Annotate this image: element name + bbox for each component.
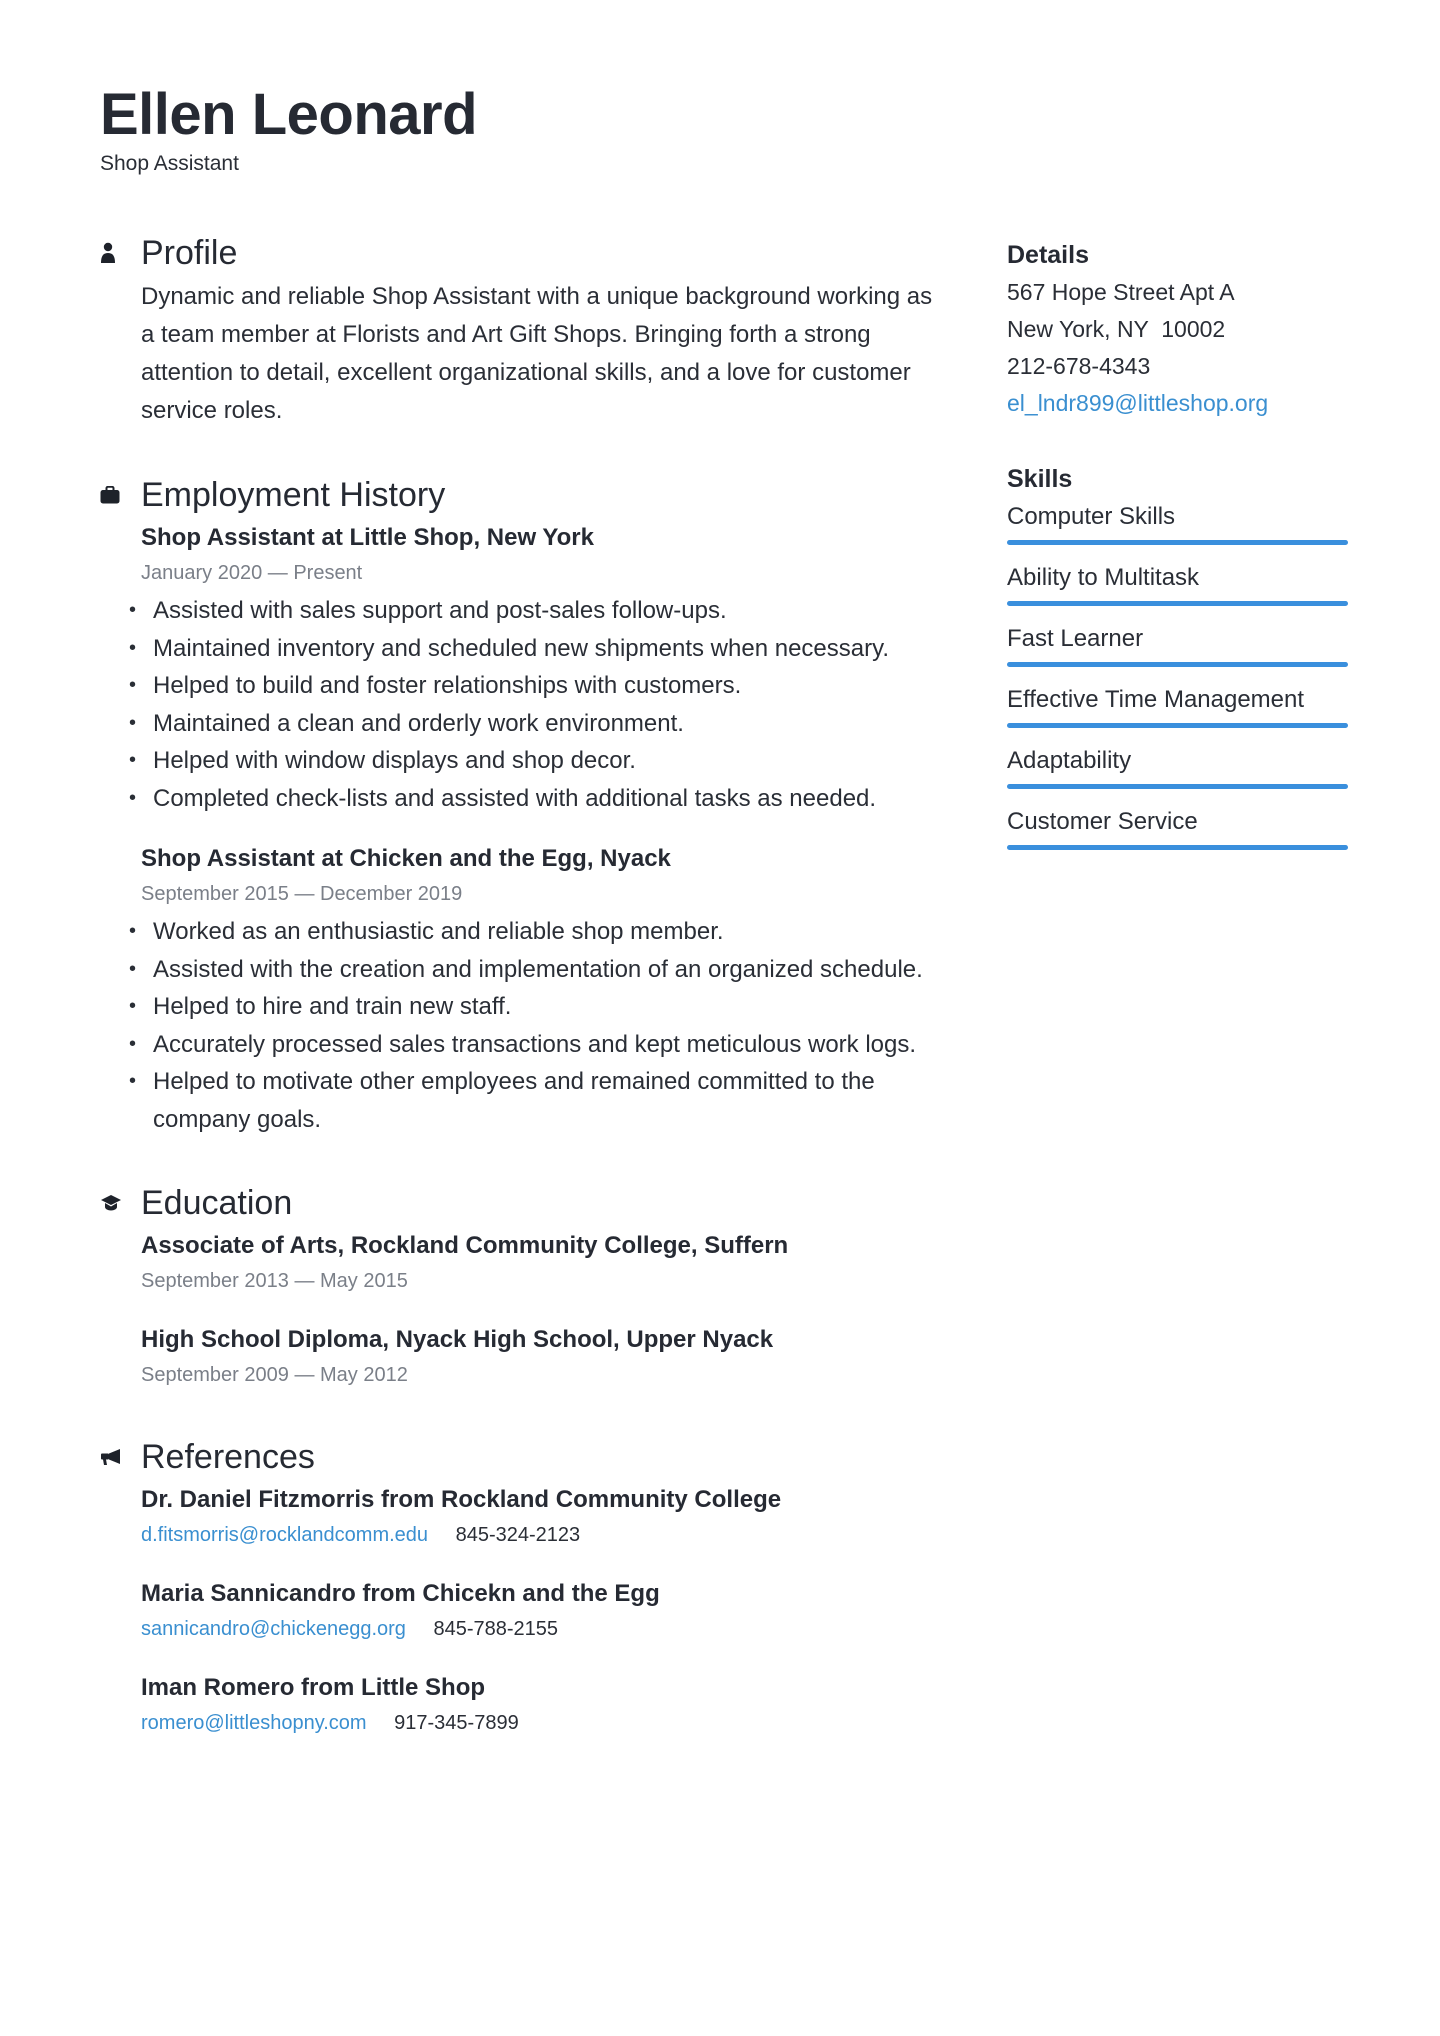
job-bullets <box>100 913 950 1138</box>
skill-item <box>1007 742 1349 789</box>
job-bullet: • Assisted with sales support and post-sales follow-ups. <box>100 592 950 630</box>
profile-heading-row <box>100 228 950 278</box>
references-section <box>100 1432 950 1740</box>
job-title: Shop Assistant at Chicken and the Egg, Nyack <box>141 845 671 872</box>
reference-phone: 845-324-2123 <box>455 1524 581 1546</box>
education-dates: September 2013 — May 2015 <box>141 1270 408 1292</box>
job-bullet: • Assisted with the creation and implementation of an organized schedule. <box>100 951 950 989</box>
references-heading-row <box>100 1432 950 1482</box>
reference-name: Iman Romero from Little Shop <box>141 1674 486 1701</box>
address-line-1: 567 Hope Street Apt A <box>1007 279 1235 305</box>
address-line-2: New York, NY 10002 <box>1007 316 1226 342</box>
briefcase-icon <box>100 486 141 504</box>
candidate-job-title: Shop Assistant <box>100 152 239 175</box>
job-entry <box>141 520 950 817</box>
skill-item <box>1007 559 1349 606</box>
skill-name: Effective Time Management <box>1007 686 1305 713</box>
reference-email-link[interactable]: sannicandro@chickenegg.org <box>141 1618 406 1640</box>
job-bullet: • Helped with window displays and shop decor. <box>100 742 950 780</box>
person-icon <box>100 242 141 264</box>
reference-email-link[interactable]: romero@littleshopny.com <box>141 1712 367 1734</box>
skill-level-bar <box>1007 784 1348 789</box>
main-column <box>100 228 950 1772</box>
reference-entry <box>141 1576 950 1646</box>
education-entry <box>141 1228 950 1298</box>
skill-level-bar <box>1007 845 1348 850</box>
profile-section <box>100 228 950 430</box>
education-heading: Education <box>141 1183 293 1222</box>
education-title: High School Diploma, Nyack High School, Upper Nyack <box>141 1326 774 1353</box>
details-block <box>1007 236 1349 422</box>
skills-heading: Skills <box>1007 465 1073 493</box>
job-entry <box>141 841 950 1138</box>
megaphone-icon <box>100 1448 141 1466</box>
job-dates: September 2015 — December 2019 <box>141 883 463 905</box>
job-bullet: • Worked as an enthusiastic and reliable shop member. <box>100 913 950 951</box>
employment-section <box>100 470 950 1138</box>
skill-level-bar <box>1007 540 1348 545</box>
education-heading-row <box>100 1178 950 1228</box>
reference-phone: 917-345-7899 <box>394 1712 519 1734</box>
job-bullet: • Maintained inventory and scheduled new shipments when necessary. <box>100 630 950 668</box>
reference-name: Dr. Daniel Fitzmorris from Rockland Community College <box>141 1486 782 1513</box>
job-title: Shop Assistant at Little Shop, New York <box>141 524 594 551</box>
reference-entry <box>141 1482 950 1552</box>
job-bullet: • Helped to motivate other employees and remained committed to the company goals. <box>100 1063 950 1138</box>
skill-level-bar <box>1007 601 1348 606</box>
skill-item <box>1007 681 1349 728</box>
sidebar <box>1007 236 1349 888</box>
skill-item <box>1007 620 1349 667</box>
email-link[interactable]: el_lndr899@littleshop.org <box>1007 390 1269 416</box>
job-bullet: • Maintained a clean and orderly work environment. <box>100 705 950 743</box>
skill-item <box>1007 498 1349 545</box>
job-bullet: • Helped to build and foster relationships with customers. <box>100 667 950 705</box>
job-bullet: • Accurately processed sales transactions and kept meticulous work logs. <box>100 1026 950 1064</box>
job-bullet: • Completed check-lists and assisted with additional tasks as needed. <box>100 780 950 818</box>
profile-heading: Profile <box>141 233 238 272</box>
education-dates: September 2009 — May 2012 <box>141 1364 408 1386</box>
skill-name: Adaptability <box>1007 747 1132 774</box>
skill-name: Fast Learner <box>1007 625 1144 652</box>
education-entry <box>141 1322 950 1392</box>
reference-entry <box>141 1670 950 1740</box>
reference-name: Maria Sannicandro from Chicekn and the Egg <box>141 1580 660 1607</box>
job-bullet: • Helped to hire and train new staff. <box>100 988 950 1026</box>
employment-heading-row <box>100 470 950 520</box>
details-heading: Details <box>1007 241 1089 269</box>
employment-heading: Employment History <box>141 475 446 514</box>
reference-email-link[interactable]: d.fitsmorris@rocklandcomm.edu <box>141 1524 429 1546</box>
references-heading: References <box>141 1437 315 1476</box>
skill-name: Ability to Multitask <box>1007 564 1200 591</box>
skill-level-bar <box>1007 662 1348 667</box>
reference-phone: 845-788-2155 <box>433 1618 559 1640</box>
education-title: Associate of Arts, Rockland Community College, Suffern <box>141 1232 789 1259</box>
candidate-name: Ellen Leonard <box>100 82 478 147</box>
skill-level-bar <box>1007 723 1348 728</box>
resume-header <box>100 80 477 176</box>
graduation-cap-icon <box>100 1194 141 1212</box>
job-bullets <box>100 592 950 817</box>
job-dates: January 2020 — Present <box>141 562 363 584</box>
skill-item <box>1007 803 1349 850</box>
skills-block <box>1007 460 1349 850</box>
education-section <box>100 1178 950 1392</box>
profile-summary: Dynamic and reliable Shop Assistant with a unique background working as a team member at Florists and Art Gift Shops. Bringing forth a strong attention to detail, excellent organizational skills, and a love for customer service roles. <box>141 283 933 424</box>
phone-number: 212-678-4343 <box>1007 353 1151 379</box>
skill-name: Customer Service <box>1007 808 1198 835</box>
skill-name: Computer Skills <box>1007 503 1176 530</box>
